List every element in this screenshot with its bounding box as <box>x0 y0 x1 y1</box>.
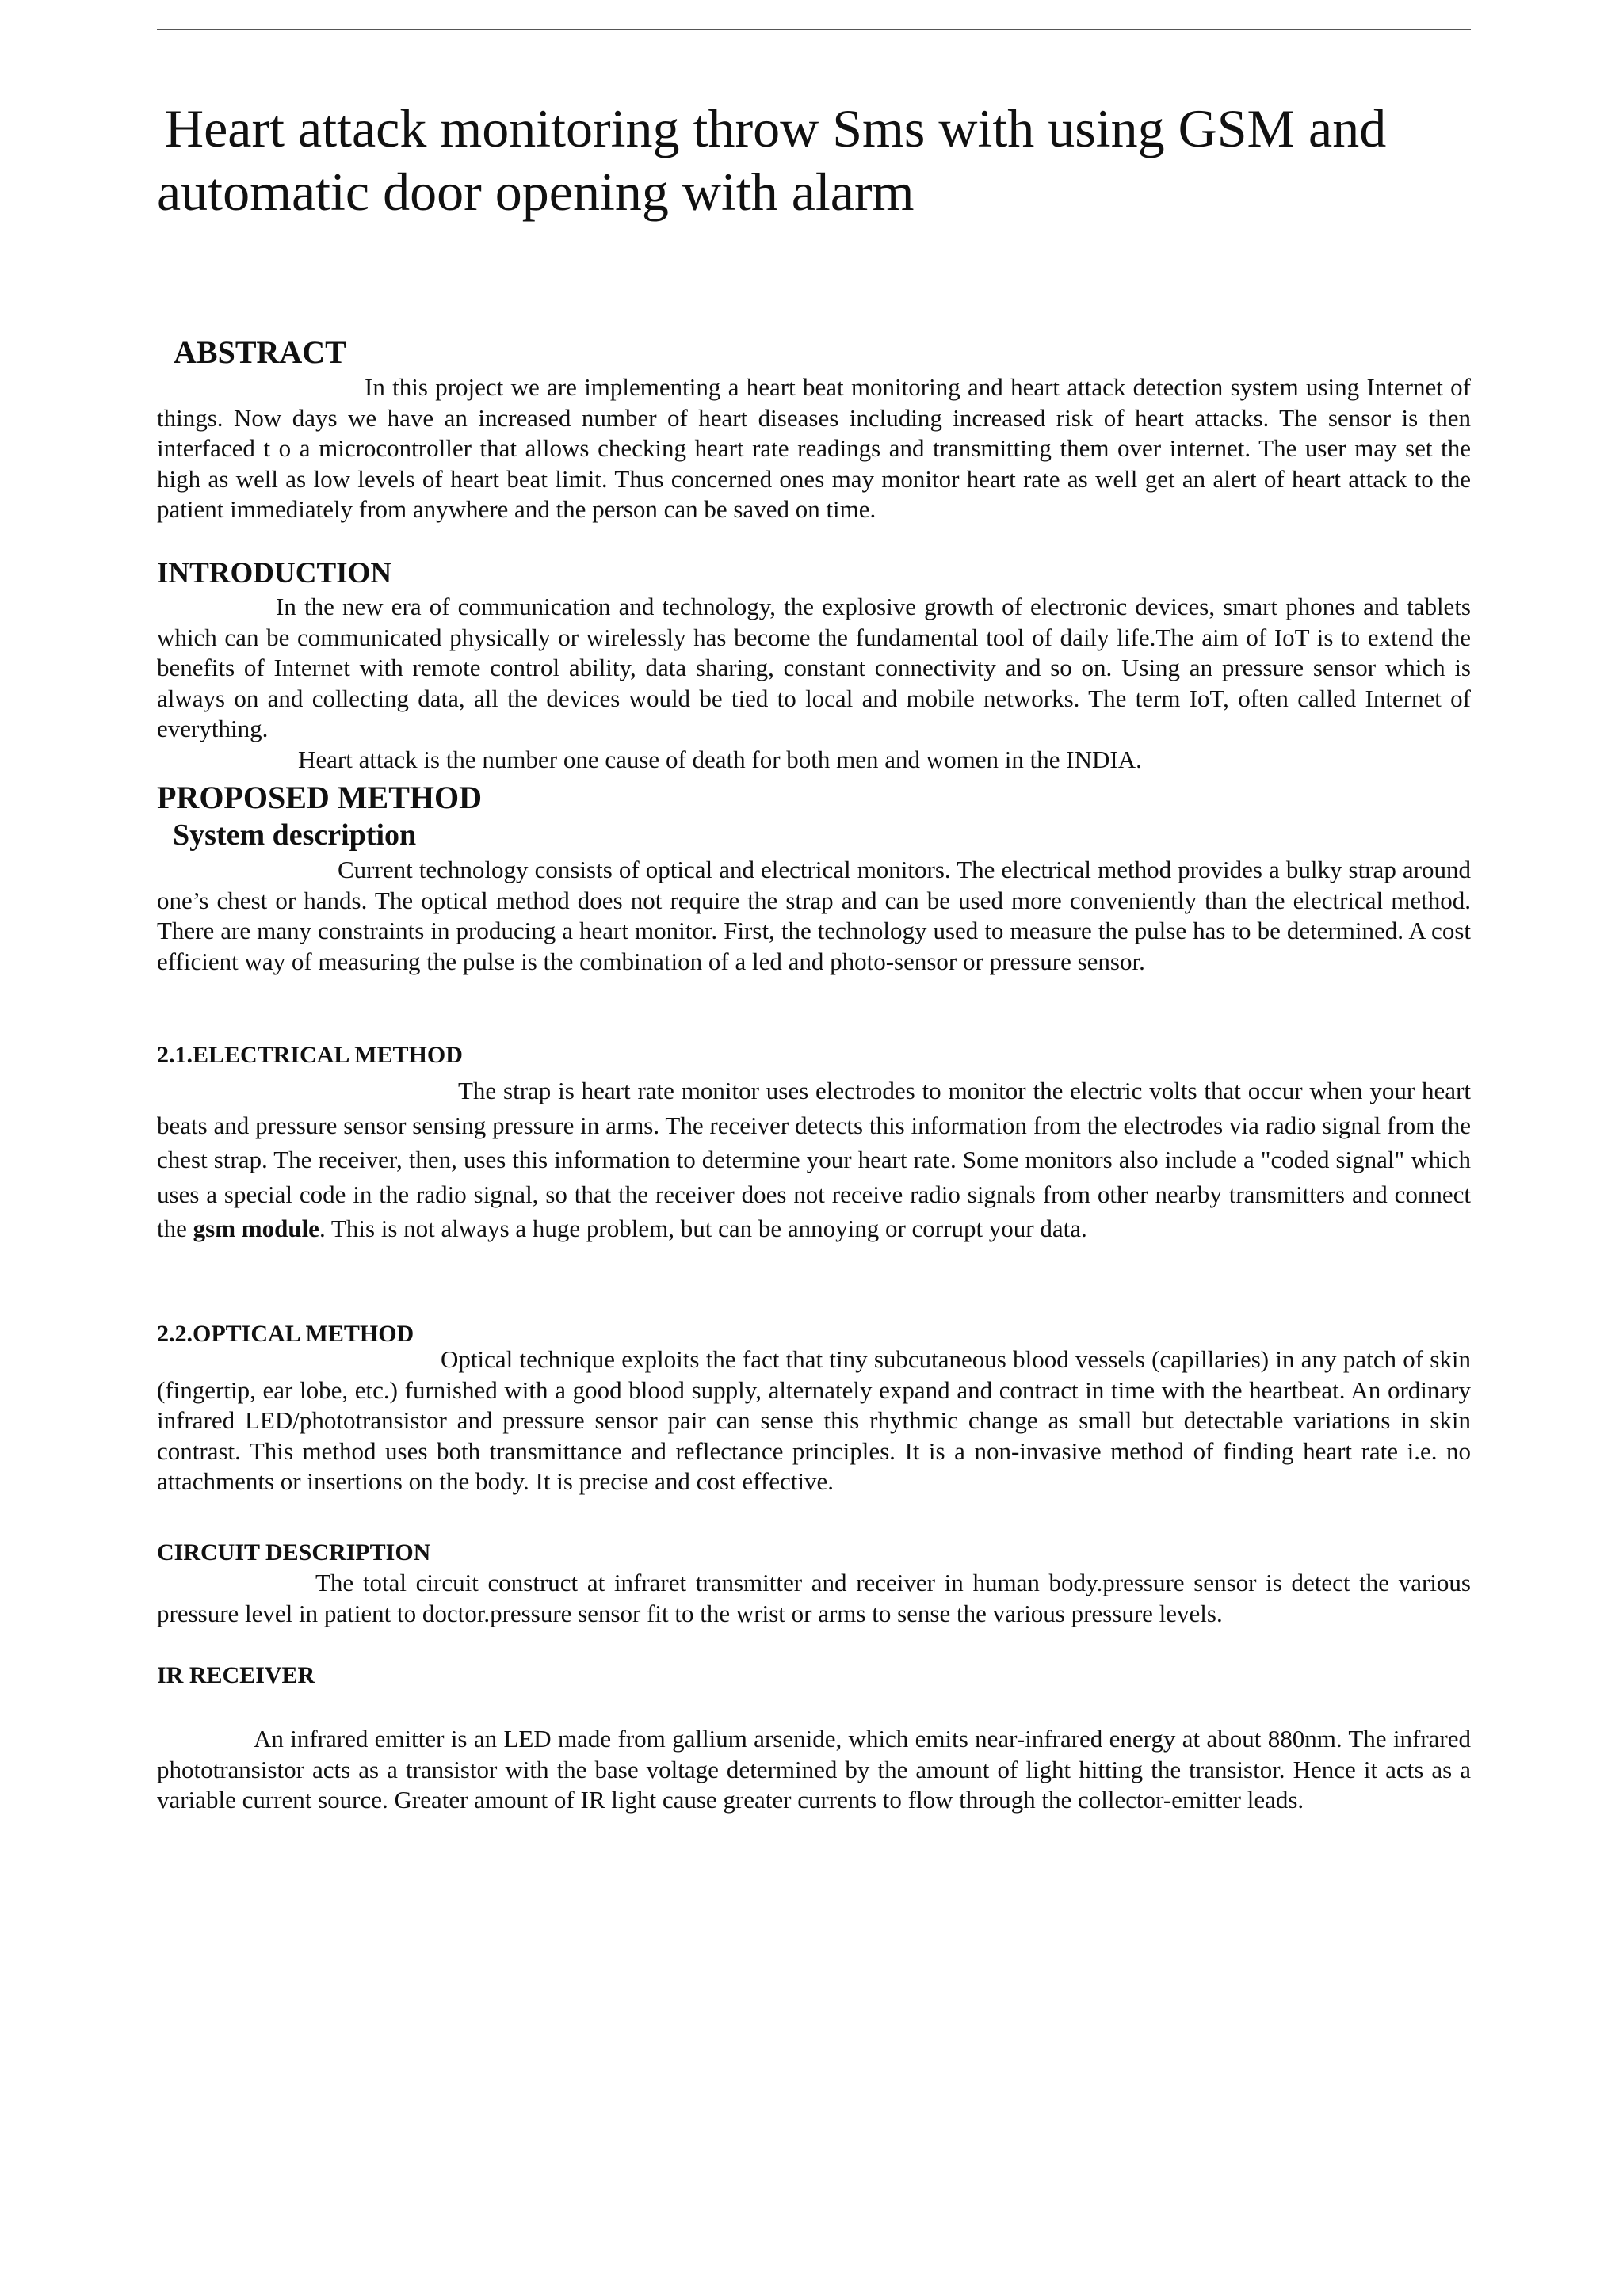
page-title <box>157 97 1504 223</box>
electrical-method-text <box>157 1074 1471 1246</box>
introduction-text-2: Heart attack is the number one cause of death for both men and women in the INDIA. <box>298 746 1142 773</box>
title-line-1: Heart attack monitoring throw Sms with using GSM and <box>165 98 1387 158</box>
optical-method-text: Optical technique exploits the fact that tiny subcutaneous blood vessels (capillaries) in any patch of skin (fingertip, ear lobe, etc.) furnished with a good blood supply, alternately expand and contract in time with the heartbeat. An ordinary infrared LED/phototransistor and pressure sensor pair can sense this rhythmic change as small but detectable variations in skin contrast. This method uses both transmittance and reflectance principles. It is a non-invasive method of finding heart rate i.e. no attachments or insertions on the body. It is precise and cost effective. <box>157 1345 1471 1496</box>
introduction-text-1: In the new era of communication and technology, the explosive growth of electronic devices, smart phones and tablets which can be communicated physically or wirelessly has become the fundamental tool of daily life.The aim of IoT is to extend the benefits of Internet with remote control ability, data sharing, constant connectivity and so on. Using an pressure sensor which is always on and collecting data, all the devices would be tied to local and mobile networks. The term IoT, often called Internet of everything. <box>157 593 1471 743</box>
electrical-text-part-1: The strap is heart rate monitor uses electrodes to monitor the electric volts that occur when your heart beats and pressure sensor sensing pressure in arms. The receiver detects this information from the electrodes via radio signal from the chest strap. The receiver, then, uses this information to determine your heart rate. Some monitors also include a "coded signal" which uses a special code in the radio signal, so that the receiver does not receive radio signals from other nearby transmitters and connect the <box>157 1077 1471 1242</box>
title-line-2: automatic door opening with alarm <box>157 162 915 222</box>
abstract-heading: ABSTRACT <box>174 334 346 370</box>
optical-method-heading: 2.2.OPTICAL METHOD <box>157 1321 414 1347</box>
gsm-module-emphasis: gsm module <box>193 1215 319 1242</box>
circuit-description-text: The total circuit construct at infraret transmitter and receiver in human body.pressure sensor is detect the various pressure level in patient to doctor.pressure sensor fit to the wrist or arms to sense the various pressure levels. <box>157 1569 1471 1627</box>
system-description-heading: System description <box>173 818 417 852</box>
proposed-method-heading: PROPOSED METHOD <box>157 780 483 815</box>
electrical-text-part-2: . This is not always a huge problem, but can be annoying or corrupt your data. <box>319 1215 1087 1242</box>
circuit-description-heading: CIRCUIT DESCRIPTION <box>157 1539 431 1566</box>
electrical-method-heading: 2.1.ELECTRICAL METHOD <box>157 1042 463 1068</box>
system-description-text: Current technology consists of optical and electrical monitors. The electrical method provides a bulky strap around one’s chest or hands. The optical method does not require the strap and can be used more conveniently than the electrical method. There are many constraints in producing a heart monitor. First, the technology used to measure the pulse has to be determined. A cost efficient way of measuring the pulse is the combination of a led and photo-sensor or pressure sensor. <box>157 856 1471 975</box>
introduction-heading: INTRODUCTION <box>157 557 392 589</box>
ir-receiver-heading: IR RECEIVER <box>157 1662 315 1688</box>
ir-receiver-text: An infrared emitter is an LED made from gallium arsenide, which emits near-infrared energy at about 880nm. The infrared phototransistor acts as a transistor with the base voltage determined by the amount of light hitting the transistor. Hence it acts as a variable current source. Greater amount of IR light cause greater currents to flow through the collector-emitter leads. <box>157 1725 1471 1814</box>
abstract-text: In this project we are implementing a heart beat monitoring and heart attack detection system using Internet of things. Now days we have an increased number of heart diseases including increased risk of heart attacks. The sensor is then interfaced t o a microcontroller that allows checking heart rate readings and transmitting them over internet. The user may set the high as well as low levels of heart beat limit. Thus concerned ones may monitor heart rate as well get an alert of heart attack to the patient immediately from anywhere and the person can be saved on time. <box>157 373 1471 524</box>
top-rule <box>157 29 1471 30</box>
